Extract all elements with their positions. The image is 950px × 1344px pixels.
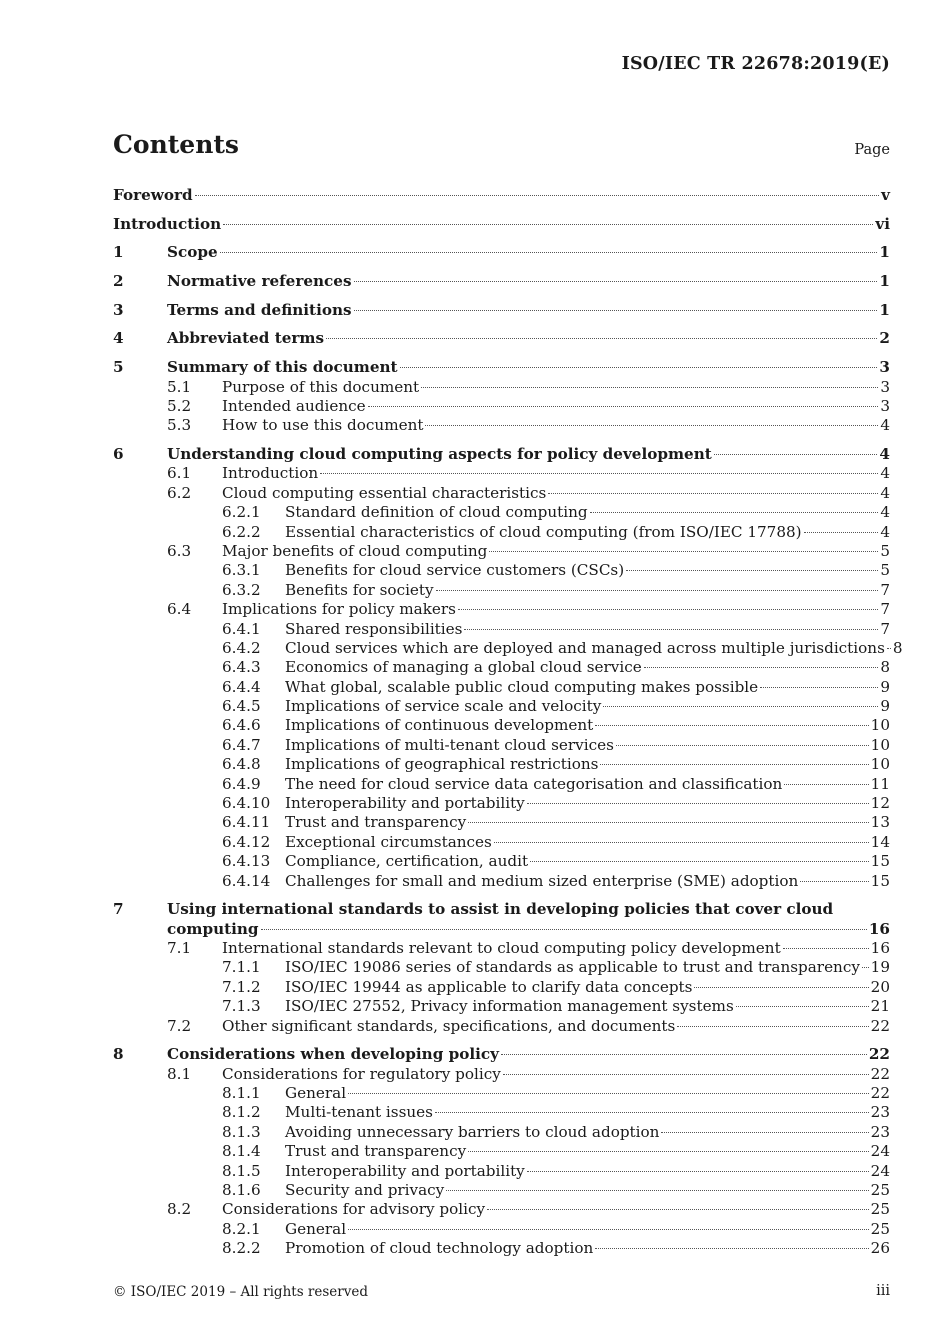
toc-entry-title: Foreword <box>113 186 193 204</box>
toc-entry-page: 25 <box>870 1219 890 1238</box>
toc-entry-title: Implications of geographical restrictions <box>285 755 599 774</box>
toc-entry-number: 6.4.7 <box>222 735 261 754</box>
toc-entry-title: Introduction <box>113 214 222 233</box>
toc-entry-page: 4 <box>880 522 890 541</box>
toc-entry[interactable] <box>113 813 890 832</box>
toc-entry-number: 8.1.4 <box>222 1142 261 1161</box>
dot-leader <box>425 425 878 426</box>
dot-leader <box>446 1190 868 1191</box>
toc-entry-title: Considerations for advisory policy <box>222 1200 486 1219</box>
dot-leader <box>348 1093 869 1094</box>
toc-entry-number: 6.4.12 <box>222 832 271 851</box>
toc-entry[interactable] <box>113 301 890 320</box>
toc-entry-number: 5 <box>113 358 124 377</box>
toc-entry[interactable] <box>113 755 890 774</box>
dot-leader <box>468 822 869 823</box>
dot-leader <box>784 784 868 785</box>
toc-entry[interactable] <box>113 1200 890 1219</box>
toc-entry-number: 6.4.13 <box>222 852 271 871</box>
dot-leader <box>348 1229 869 1230</box>
toc-entry-title: Multi-tenant issues <box>285 1103 433 1122</box>
toc-entry[interactable] <box>113 272 890 291</box>
toc-entry-page: 19 <box>870 958 890 977</box>
toc-entry-number: 6.4.9 <box>222 774 261 793</box>
toc-entry[interactable] <box>113 464 890 483</box>
toc-entry-page: 26 <box>870 1239 890 1258</box>
toc-entry-page: 4 <box>880 416 890 435</box>
toc-entry-title: Introduction <box>222 464 319 483</box>
toc-entry[interactable] <box>113 920 890 939</box>
toc-entry-title: Exceptional circumstances <box>285 832 492 851</box>
toc-entry-number: 7.1 <box>167 939 192 958</box>
toc-entry[interactable] <box>113 1123 890 1142</box>
toc-entry-page: 3 <box>879 358 890 377</box>
dot-leader <box>320 473 878 474</box>
toc-entry-title: Challenges for small and medium sized enterprise (SME) adoption <box>285 871 799 890</box>
toc-entry-number: 7.1.2 <box>222 977 261 996</box>
dot-leader <box>590 512 879 513</box>
toc-entry-page: 5 <box>880 561 890 580</box>
toc-entry-number: 6.4.3 <box>222 658 261 677</box>
dot-leader <box>503 1074 869 1075</box>
toc-entry-page: 22 <box>870 1084 890 1103</box>
dot-leader <box>600 764 868 765</box>
toc-entry-number: 6.2.2 <box>222 522 261 541</box>
toc-entry-title: Cloud computing essential characteristics <box>222 483 547 502</box>
toc-entry-title: Scope <box>167 243 218 262</box>
toc-entry-page: 2 <box>879 329 890 348</box>
toc-entry-page: 10 <box>870 735 890 754</box>
toc-entry[interactable] <box>113 378 890 397</box>
toc-entry[interactable] <box>113 872 890 891</box>
toc-entry-page: 15 <box>870 852 890 871</box>
toc-entry-title: International standards relevant to cloud computing policy development <box>222 939 781 958</box>
toc-entry-number: 5.2 <box>167 396 192 415</box>
toc-entry-title: Shared responsibilities <box>285 619 463 638</box>
toc-entry[interactable] <box>113 833 890 852</box>
toc-entry-page: 10 <box>870 755 890 774</box>
toc-entry-title: General <box>285 1084 347 1103</box>
dot-leader <box>354 281 878 282</box>
dot-leader <box>862 967 869 968</box>
toc-entry-page: 8 <box>892 638 903 657</box>
toc-entry[interactable] <box>113 1084 890 1103</box>
toc-entry-page: 1 <box>879 300 890 319</box>
dot-leader <box>223 224 873 225</box>
toc-entry-page: 7 <box>880 600 890 619</box>
toc-entry[interactable] <box>113 397 890 416</box>
toc-entry-number: 7.1.3 <box>222 997 261 1016</box>
toc-entry-page: 1 <box>879 243 890 262</box>
toc-entry-page: 10 <box>870 716 890 735</box>
toc-entry[interactable] <box>113 503 890 522</box>
toc-entry[interactable] <box>113 215 890 234</box>
toc-entry-title: Avoiding unnecessary barriers to cloud adoption <box>285 1122 660 1141</box>
toc-entry-page: 5 <box>880 541 890 560</box>
toc-entry-page: 21 <box>870 997 890 1016</box>
dot-leader <box>458 609 878 610</box>
toc-entry-number: 6.2.1 <box>222 503 261 522</box>
toc-entry-title: Considerations when developing policy <box>167 1045 499 1064</box>
toc-entry-page: 23 <box>870 1122 890 1141</box>
toc-entry-number: 8.1.2 <box>222 1103 261 1122</box>
dot-leader <box>435 1112 869 1113</box>
dot-leader <box>887 648 891 649</box>
table-of-contents <box>113 186 903 1259</box>
dot-leader <box>195 195 880 196</box>
toc-entry-title: Normative references <box>167 272 352 291</box>
toc-entry[interactable] <box>113 1220 890 1239</box>
toc-entry[interactable] <box>113 620 890 639</box>
toc-entry-page: 9 <box>880 697 890 716</box>
dot-leader <box>616 745 869 746</box>
toc-entry-title: Intended audience <box>222 396 366 415</box>
dot-leader <box>220 252 878 253</box>
toc-entry[interactable] <box>113 600 890 619</box>
toc-entry[interactable] <box>113 852 890 871</box>
toc-entry-number: 6.4.4 <box>222 677 261 696</box>
toc-entry-page: 7 <box>880 619 890 638</box>
toc-entry-page: 4 <box>880 464 890 483</box>
toc-entry-title: What global, scalable public cloud computing makes possible <box>285 677 759 696</box>
toc-entry-page: 4 <box>879 444 890 463</box>
toc-entry-page: 23 <box>870 1103 890 1122</box>
toc-entry-number: 8 <box>113 1045 124 1064</box>
dot-leader <box>489 551 878 552</box>
toc-entry-number: 6.4 <box>167 600 192 619</box>
dot-leader <box>368 406 879 407</box>
toc-entry-title: ISO/IEC 19944 as applicable to clarify data concepts <box>285 977 693 996</box>
toc-entry-title: Economics of managing a global cloud service <box>285 658 642 677</box>
dot-leader <box>677 1026 868 1027</box>
toc-entry[interactable] <box>113 900 890 919</box>
toc-entry-page: 25 <box>870 1181 890 1200</box>
toc-entry[interactable] <box>113 658 890 677</box>
toc-entry-title: Interoperability and portability <box>285 794 525 813</box>
toc-entry-title: Trust and transparency <box>285 1142 467 1161</box>
toc-entry[interactable] <box>113 1239 890 1258</box>
dot-leader <box>694 987 868 988</box>
toc-entry-title: Cloud services which are deployed and managed across multiple jurisdictions <box>285 638 885 657</box>
toc-entry[interactable] <box>113 329 890 348</box>
dot-leader <box>595 725 868 726</box>
toc-entry-page: 13 <box>870 813 890 832</box>
dot-leader <box>468 1151 869 1152</box>
toc-entry-title: General <box>285 1219 347 1238</box>
toc-entry-title: Abbreviated terms <box>167 329 325 348</box>
toc-entry-number: 3 <box>113 300 124 319</box>
toc-entry-title: Compliance, certification, audit <box>285 852 529 871</box>
dot-leader <box>800 881 868 882</box>
dot-leader <box>595 1248 868 1249</box>
dot-leader <box>736 1006 869 1007</box>
toc-entry-title: Benefits for society <box>285 580 434 599</box>
toc-entry-title: Implications for policy makers <box>222 600 456 619</box>
toc-entry-number: 8.1.6 <box>222 1181 261 1200</box>
contents-title: Contents <box>113 130 240 159</box>
toc-entry[interactable] <box>113 1045 890 1064</box>
toc-entry-page: 1 <box>879 272 890 291</box>
toc-entry[interactable] <box>113 1103 890 1122</box>
toc-entry-number: 6.3.1 <box>222 561 261 580</box>
toc-entry-title: Essential characteristics of cloud computing (from ISO/IEC 17788) <box>285 522 802 541</box>
page-number-footer: iii <box>876 1283 890 1299</box>
toc-entry-number: 6.1 <box>167 464 192 483</box>
toc-entry-number: 8.1.5 <box>222 1161 261 1180</box>
dot-leader <box>354 310 878 311</box>
toc-entry-number: 2 <box>113 272 124 291</box>
toc-entry-page: 22 <box>868 1045 890 1064</box>
dot-leader <box>760 687 878 688</box>
toc-entry[interactable] <box>113 736 890 755</box>
toc-entry-title: Standard definition of cloud computing <box>285 503 588 522</box>
toc-entry[interactable] <box>113 997 890 1016</box>
toc-entry-page: 4 <box>880 503 890 522</box>
dot-leader <box>527 1171 869 1172</box>
toc-entry-title: Implications of continuous development <box>285 716 594 735</box>
toc-entry-title: Summary of this document <box>167 358 398 377</box>
toc-entry-title: Considerations for regulatory policy <box>222 1064 501 1083</box>
dot-leader <box>436 590 879 591</box>
toc-entry-title: Other significant standards, specifications, and documents <box>222 1016 676 1035</box>
toc-entry-number: 6.4.10 <box>222 794 271 813</box>
dot-leader <box>530 861 869 862</box>
toc-entry-title: Understanding cloud computing aspects for policy development <box>167 444 712 463</box>
toc-entry[interactable] <box>113 1181 890 1200</box>
toc-entry-page: 14 <box>870 832 890 851</box>
toc-entry-number: 6.4.5 <box>222 697 261 716</box>
dot-leader <box>661 1132 868 1133</box>
toc-entry-title: Major benefits of cloud computing <box>222 541 488 560</box>
toc-entry-title: computing <box>167 919 259 938</box>
dot-leader <box>603 706 878 707</box>
document-id-header: ISO/IEC TR 22678:2019(E) <box>621 54 890 74</box>
toc-entry-page: v <box>881 186 890 204</box>
toc-entry[interactable] <box>113 1162 890 1181</box>
toc-entry-page: 24 <box>870 1161 890 1180</box>
toc-entry-title: How to use this document <box>222 416 424 435</box>
toc-entry-page: 25 <box>870 1200 890 1219</box>
toc-entry[interactable] <box>113 1142 890 1161</box>
toc-entry-title: Benefits for cloud service customers (CSCs) <box>285 561 625 580</box>
toc-entry-page: 22 <box>870 1016 890 1035</box>
toc-entry-title: ISO/IEC 27552, Privacy information management systems <box>285 997 734 1016</box>
toc-entry-title: The need for cloud service data categorisation and classification <box>285 774 783 793</box>
dot-leader <box>261 929 867 930</box>
toc-entry-page: 12 <box>870 794 890 813</box>
toc-entry-number: 8.2.1 <box>222 1219 261 1238</box>
dot-leader <box>783 948 869 949</box>
toc-entry[interactable] <box>113 561 890 580</box>
toc-entry[interactable] <box>113 542 890 561</box>
toc-entry-page: 11 <box>870 774 890 793</box>
toc-entry-number: 7 <box>113 900 124 919</box>
dot-leader <box>626 570 878 571</box>
toc-entry[interactable] <box>113 416 890 435</box>
toc-entry-number: 1 <box>113 243 124 262</box>
toc-entry-number: 6.2 <box>167 483 192 502</box>
toc-entry[interactable] <box>113 978 890 997</box>
toc-entry-number: 6.3.2 <box>222 580 261 599</box>
dot-leader <box>494 842 869 843</box>
copyright-footer: © ISO/IEC 2019 – All rights reserved <box>113 1284 368 1300</box>
dot-leader <box>548 493 878 494</box>
toc-entry-number: 8.2.2 <box>222 1239 261 1258</box>
toc-entry-page: 7 <box>880 580 890 599</box>
toc-entry-page: 15 <box>870 871 890 890</box>
toc-entry-page: 22 <box>870 1064 890 1083</box>
toc-entry-page: 8 <box>880 658 890 677</box>
toc-entry[interactable] <box>113 678 890 697</box>
toc-entry[interactable] <box>113 716 890 735</box>
toc-entry[interactable] <box>113 794 890 813</box>
toc-entry[interactable] <box>113 445 890 464</box>
toc-entry-page: 3 <box>880 396 890 415</box>
toc-entry-number: 8.2 <box>167 1200 192 1219</box>
toc-entry-number: 6.4.6 <box>222 716 261 735</box>
toc-entry[interactable] <box>113 484 890 503</box>
toc-entry[interactable] <box>113 523 890 542</box>
dot-leader <box>804 532 879 533</box>
toc-entry[interactable] <box>113 581 890 600</box>
toc-entry-number: 6 <box>113 444 124 463</box>
toc-entry-number: 8.1.1 <box>222 1084 261 1103</box>
toc-entry[interactable] <box>113 697 890 716</box>
toc-entry[interactable] <box>113 638 903 658</box>
toc-entry-number: 7.1.1 <box>222 958 261 977</box>
toc-entry-title: Security and privacy <box>285 1181 445 1200</box>
toc-entry-number: 6.3 <box>167 541 192 560</box>
toc-entry-number: 6.4.11 <box>222 813 271 832</box>
toc-entry-title: Interoperability and portability <box>285 1161 525 1180</box>
toc-entry[interactable] <box>113 186 890 205</box>
toc-entry-title: Implications of service scale and velocity <box>285 697 602 716</box>
toc-entry[interactable] <box>113 775 890 794</box>
toc-entry-page: 4 <box>880 483 890 502</box>
dot-leader <box>644 667 879 668</box>
toc-entry-number: 6.4.8 <box>222 755 261 774</box>
toc-entry[interactable] <box>113 1065 890 1084</box>
toc-entry-page: 16 <box>870 939 890 958</box>
toc-entry-page: 20 <box>870 977 890 996</box>
toc-entry[interactable] <box>113 243 890 262</box>
toc-entry-number: 4 <box>113 329 124 348</box>
toc-entry-title: Terms and definitions <box>167 300 352 319</box>
toc-entry-number: 6.4.2 <box>222 638 261 657</box>
toc-entry-number: 8.1 <box>167 1064 192 1083</box>
toc-entry-title: Using international standards to assist in developing policies that cover cloud <box>167 900 834 919</box>
dot-leader <box>421 387 878 388</box>
toc-entry[interactable] <box>113 939 890 958</box>
toc-entry-title: ISO/IEC 19086 series of standards as applicable to trust and transparency <box>285 958 860 977</box>
toc-entry[interactable] <box>113 958 890 977</box>
dot-leader <box>326 338 877 339</box>
toc-entry-title: Implications of multi-tenant cloud services <box>285 735 614 754</box>
dot-leader <box>501 1054 867 1055</box>
toc-entry-page: vi <box>875 214 890 233</box>
toc-entry-number: 6.4.14 <box>222 871 271 890</box>
toc-entry-number: 8.1.3 <box>222 1122 261 1141</box>
dot-leader <box>527 803 869 804</box>
dot-leader <box>400 367 878 368</box>
dot-leader <box>487 1209 869 1210</box>
toc-entry-title: Promotion of cloud technology adoption <box>285 1239 594 1258</box>
toc-entry-number: 7.2 <box>167 1016 192 1035</box>
toc-entry-page: 3 <box>880 377 890 396</box>
dot-leader <box>464 629 878 630</box>
toc-entry-page: 24 <box>870 1142 890 1161</box>
page-column-label: Page <box>854 142 890 158</box>
toc-entry-number: 5.1 <box>167 377 192 396</box>
toc-entry[interactable] <box>113 1017 890 1036</box>
dot-leader <box>714 454 878 455</box>
toc-entry-page: 16 <box>868 919 890 938</box>
toc-entry[interactable] <box>113 358 890 377</box>
toc-entry-page: 9 <box>880 677 890 696</box>
toc-entry-title: Trust and transparency <box>285 813 467 832</box>
toc-entry-number: 6.4.1 <box>222 619 261 638</box>
toc-entry-title: Purpose of this document <box>222 377 420 396</box>
toc-entry-number: 5.3 <box>167 416 192 435</box>
